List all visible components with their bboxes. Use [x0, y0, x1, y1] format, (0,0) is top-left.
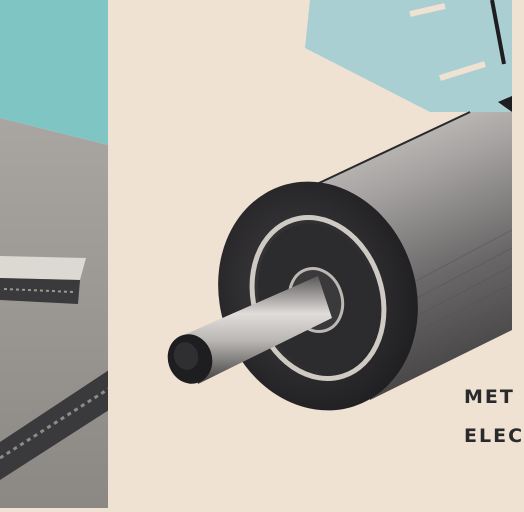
caption-line-1: MET [464, 386, 515, 408]
machine-plate [0, 256, 86, 280]
blue-panel [305, 0, 512, 112]
caption-line-2: ELEC [464, 425, 524, 447]
